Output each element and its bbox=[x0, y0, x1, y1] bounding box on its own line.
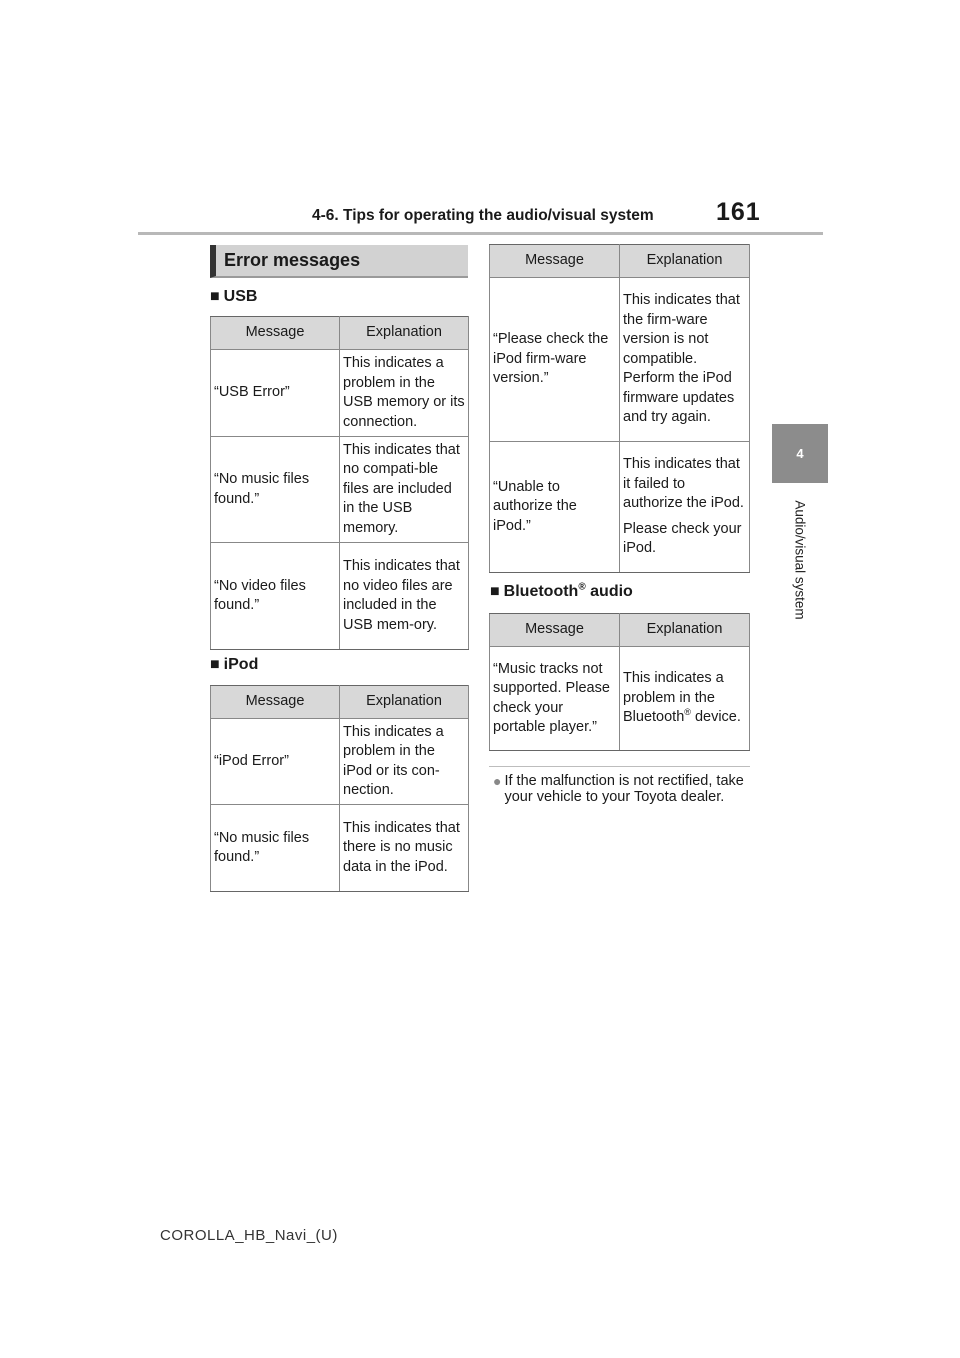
message-cell: “Please check the iPod firm-ware version.” bbox=[490, 278, 620, 442]
header-message: Message bbox=[490, 245, 620, 278]
ipod-table-continued bbox=[489, 244, 750, 573]
note-divider bbox=[489, 766, 750, 767]
section-heading-text: Error messages bbox=[224, 250, 361, 270]
table-row bbox=[490, 442, 750, 573]
circle-bullet-icon: ● bbox=[493, 773, 502, 789]
table-row bbox=[211, 437, 469, 543]
explanation-text: This indicates a problem in the Bluetooth bbox=[623, 670, 724, 726]
usb-table bbox=[210, 316, 469, 650]
note bbox=[493, 773, 751, 805]
explanation-cell: This indicates that the firm-ware version is not compatible. Perform the iPod firmware updates and try again. bbox=[620, 278, 750, 442]
ipod-table bbox=[210, 685, 469, 892]
header-explanation: Explanation bbox=[340, 317, 469, 350]
header-divider bbox=[138, 232, 823, 235]
explanation-cell: This indicates that no video files are included in the USB mem-ory. bbox=[340, 543, 469, 650]
registered-mark: ® bbox=[684, 707, 691, 718]
ipod-title: iPod bbox=[223, 656, 259, 673]
message-cell: “Unable to authorize the iPod.” bbox=[490, 442, 620, 573]
section-heading bbox=[210, 245, 468, 278]
table-row bbox=[490, 647, 750, 751]
section-header-title: 4-6. Tips for operating the audio/visual system bbox=[312, 207, 654, 224]
explanation-cell bbox=[620, 647, 750, 751]
chapter-number: 4 bbox=[796, 446, 804, 461]
table-header-row bbox=[211, 686, 469, 719]
explanation-text-2: Please check your iPod. bbox=[623, 520, 742, 557]
header-explanation: Explanation bbox=[340, 686, 469, 719]
footer-code: COROLLA_HB_Navi_(U) bbox=[160, 1227, 338, 1244]
table-row bbox=[211, 543, 469, 650]
explanation-text-suffix: device. bbox=[690, 709, 741, 726]
table-row bbox=[211, 805, 469, 892]
header-explanation: Explanation bbox=[620, 245, 750, 278]
bluetooth-title-suffix: audio bbox=[585, 583, 633, 600]
chapter-label: Audio/visual system bbox=[792, 500, 808, 620]
registered-mark: ® bbox=[578, 581, 586, 593]
message-cell: “Music tracks not supported. Please check your portable player.” bbox=[490, 647, 620, 751]
message-cell: “USB Error” bbox=[211, 350, 340, 437]
chapter-tab bbox=[772, 424, 828, 483]
header-message: Message bbox=[490, 614, 620, 647]
square-bullet-icon: ■ bbox=[210, 288, 220, 305]
bluetooth-table bbox=[489, 613, 750, 751]
message-cell: “No video files found.” bbox=[211, 543, 340, 650]
square-bullet-icon: ■ bbox=[490, 583, 500, 600]
message-cell: “No music files found.” bbox=[211, 437, 340, 543]
explanation-cell: This indicates a problem in the iPod or its con-nection. bbox=[340, 719, 469, 805]
square-bullet-icon: ■ bbox=[210, 656, 220, 673]
explanation-cell bbox=[620, 442, 750, 573]
table-row bbox=[211, 350, 469, 437]
explanation-text: This indicates that it failed to authorize the iPod. bbox=[623, 456, 744, 512]
bluetooth-subheading bbox=[490, 583, 633, 601]
note-text: If the malfunction is not rectified, take your vehicle to your Toyota dealer. bbox=[504, 773, 744, 805]
ipod-subheading bbox=[210, 656, 258, 674]
explanation-cell: This indicates a problem in the USB memory or its connection. bbox=[340, 350, 469, 437]
explanation-cell: This indicates that no compati-ble files are included in the USB memory. bbox=[340, 437, 469, 543]
message-cell: “iPod Error” bbox=[211, 719, 340, 805]
header-message: Message bbox=[211, 317, 340, 350]
usb-title: USB bbox=[223, 288, 258, 305]
page-number: 161 bbox=[716, 198, 761, 226]
table-header-row bbox=[211, 317, 469, 350]
header-explanation: Explanation bbox=[620, 614, 750, 647]
table-row bbox=[490, 278, 750, 442]
usb-subheading bbox=[210, 288, 257, 306]
bluetooth-title: Bluetooth bbox=[503, 583, 579, 600]
message-cell: “No music files found.” bbox=[211, 805, 340, 892]
header-message: Message bbox=[211, 686, 340, 719]
table-header-row bbox=[490, 245, 750, 278]
table-header-row bbox=[490, 614, 750, 647]
explanation-cell: This indicates that there is no music data in the iPod. bbox=[340, 805, 469, 892]
table-row bbox=[211, 719, 469, 805]
